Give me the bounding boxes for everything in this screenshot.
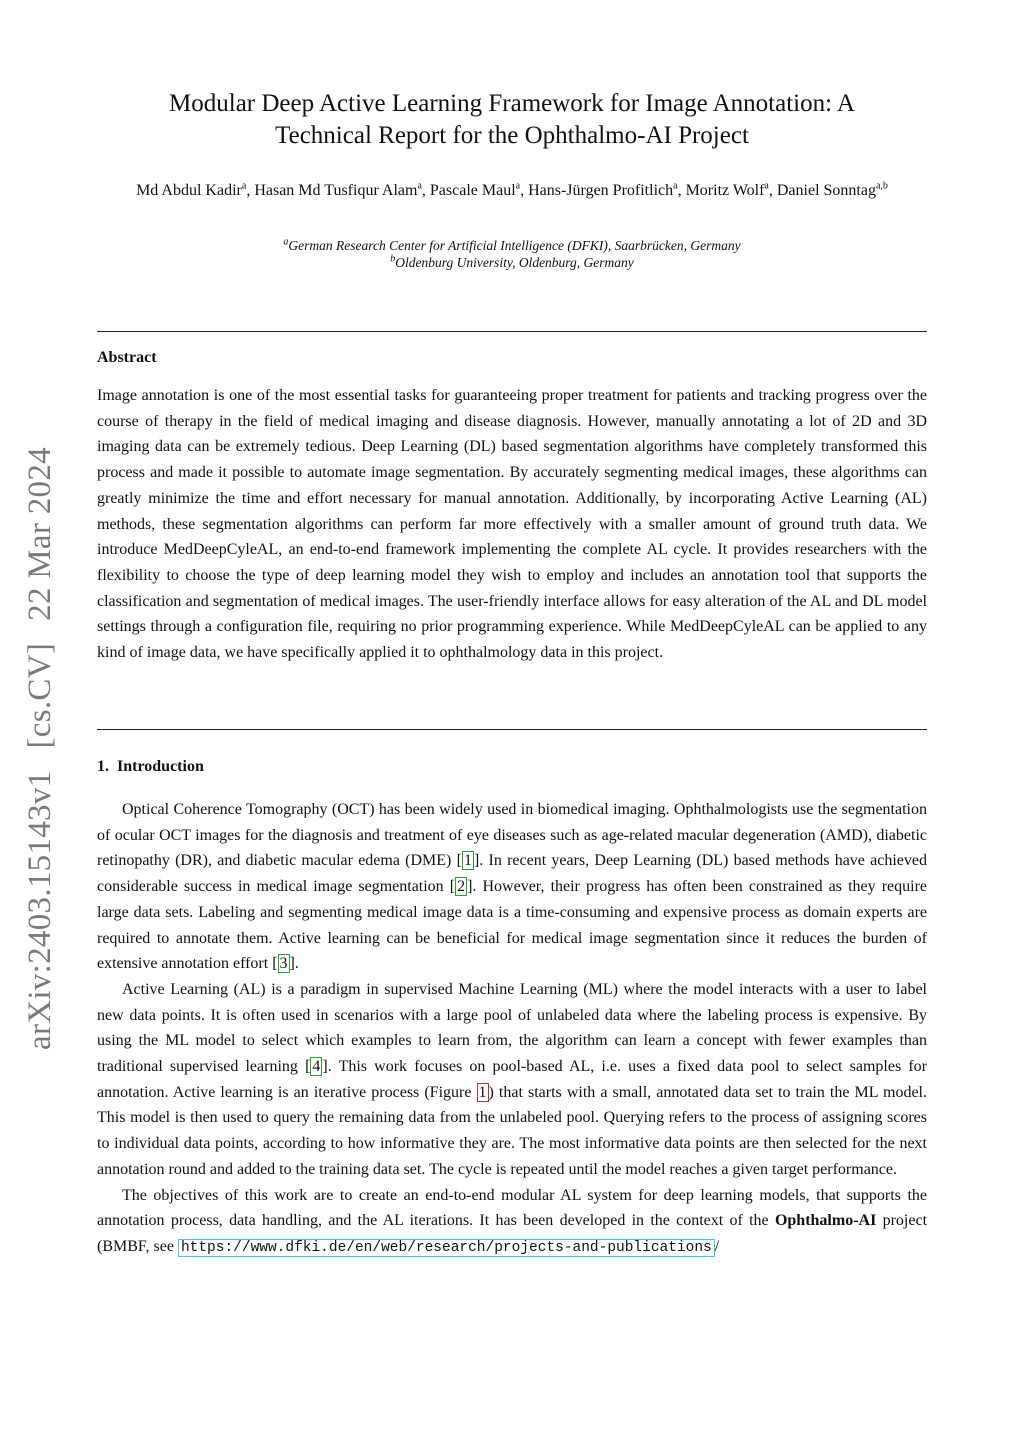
citation-link[interactable]: 4 xyxy=(312,1058,321,1076)
affiliation-b xyxy=(97,254,927,271)
section-number: 1. xyxy=(97,758,109,775)
affil-text: German Research Center for Artificial Intelligence (DFKI), Saarbrücken, Germany xyxy=(288,238,741,253)
citation-link[interactable]: 2 xyxy=(457,878,466,896)
author-affil-mark: a,b xyxy=(875,180,888,192)
affil-mark: a xyxy=(283,236,289,248)
citation-link[interactable]: 1 xyxy=(463,852,472,870)
intro-paragraph-3 xyxy=(97,1183,927,1262)
arxiv-id: arXiv:2403.15143v1 xyxy=(22,770,58,1050)
text-run: . xyxy=(294,955,299,973)
text-run: . However, their progress has often been constrained as they require large data sets. Labeling and segmenting medical image data is a time-consuming and expensive process as domain experts are required to annotate them. Active learning can be beneficial for medical image segmentation since it reduces the burden of extensive annotation effort xyxy=(97,878,928,973)
affiliations xyxy=(97,237,927,271)
affil-text: Oldenburg University, Oldenburg, Germany xyxy=(395,255,634,270)
intro-paragraph-2: Active Learning (AL) is a paradigm in supervised Machine Learning (ML) where the model interacts with a user to label new data points. It is often used in scenarios with a large pool of unlabeled data where the labeling process is expensive. By using the ML model to select which examples to learn from, the algorithm can learn a concept with fewer examples than traditional supervised learning [ 4 ]. This work focuses on pool-based AL, i.e. uses a fixed data pool to select samples for annotation. Active learning is an iterative process (Figure 1 ) that starts with a small, annotated data set to train the ML model. This model is then used to query the remaining data from the unlabeled pool. Querying refers to the process of assigning scores to individual data points, according to how informative they are. The most informative data points are then selected for the next annotation round and added to the training data set. The cycle is repeated until the model reaches a given target performance. xyxy=(97,980,928,1178)
title-line-2: Technical Report for the Ophthalmo-AI Project xyxy=(275,122,749,149)
text-run: . This work focuses on pool-based AL, i.e. uses a fixed data pool to select samples for annotation. Active learning is an iterative process (Figure xyxy=(97,1058,928,1101)
author-affil-mark: a xyxy=(417,180,422,192)
abstract-heading: Abstract xyxy=(97,349,157,366)
author-name: Pascale Maul xyxy=(429,182,516,199)
author-name: Md Abdul Kadir xyxy=(136,182,242,199)
author-affil-mark: a xyxy=(515,180,521,192)
author-list: Md Abdul Kadir$^a$, Hasan Md Tusfiqur Alam$^a$, Pascale Maul$^a$, Hans-Jürgen Profitlich$^a$, Moritz Wolf$^a$, Daniel Sonntag$^{a,b}$ xyxy=(136,180,888,199)
text-run: / xyxy=(714,1237,720,1255)
title-line-1: Modular Deep Active Learning Framework for Image Annotation: A xyxy=(169,90,855,117)
author-affil-mark: a xyxy=(241,180,247,192)
arxiv-sidebar-stamp xyxy=(22,430,59,1050)
abstract-body: Image annotation is one of the most essential tasks for guaranteeing proper treatment for patients and tracking progress over the course of therapy in the field of medical imaging and disease diagnosis. However, manually annotating a lot of 2D and 3D imaging data can be extremely tedious. Deep Learning (DL) based segmentation algorithms have completely transformed this process and made it possible to automate image segmentation. By accurately segmenting medical images, these algorithms can greatly minimize the time and effort necessary for manual annotation. Additionally, by incorporating Active Learning (AL) methods, these segmentation algorithms can perform far more effectively with a smaller amount of ground truth data. We introduce MedDeepCyleAL, an end-to-end framework implementing the complete AL cycle. It provides researchers with the flexibility to choose the type of deep learning model they wish to employ and includes an annotation tool that supports the classification and segmentation of medical images. The user-friendly interface allows for easy alteration of the AL and DL model settings through a configuration file, requiring no prior programming experience. While MedDeepCyleAL can be applied to any kind of image data, we have specifically applied it to ophthalmology data in this project. xyxy=(97,387,927,662)
affiliation-a xyxy=(97,237,927,254)
text-run: Active Learning (AL) is a paradigm in supervised Machine Learning (ML) where the model interacts with a user to label new data points. It is often used in scenarios with a large pool of unlabeled data where the labeling process is expensive. By using the ML model to select which examples to learn from, the algorithm can learn a concept with fewer examples than traditional supervised learning xyxy=(97,980,927,1076)
author-name: Daniel Sonntag xyxy=(776,182,876,199)
author-name: Hasan Md Tusfiqur Alam xyxy=(254,182,418,199)
intro-paragraph-1: Optical Coherence Tomography (OCT) has been widely used in biomedical imaging. Ophthalmologists use the segmentation of ocular OCT images for the diagnosis and treatment of eye diseases such as age-related macular degeneration (AMD), diabetic retinopathy (DR), and diabetic macular edema (DME) [ 1 ]. In recent years, Deep Learning (DL) based methods have achieved considerable success in medical image segmentation [ 2 ]. However, their progress has often been constrained as they require large data sets. Labeling and segmenting medical image data is a time-consuming and expensive process as domain experts are required to annotate them. Active learning can be beneficial for medical image segmentation since it reduces the burden of extensive annotation effort [ 3 ]. xyxy=(97,801,928,973)
section-heading-introduction xyxy=(97,758,204,776)
arxiv-category: [cs.CV] xyxy=(22,642,58,749)
author-name: Hans-Jürgen Profitlich xyxy=(528,182,674,199)
text-run: ) that starts with a small, annotated data set to train the ML model. This model is then used to query the remaining data from the unlabeled pool. Querying refers to the process of assigning scores to individual data points, according to how informative they are. The most informative data points are then selected for the next annotation round and added to the training data set. The cycle is repeated until the model reaches a given target performance. xyxy=(97,1083,928,1178)
text-run: Optical Coherence Tomography (OCT) has been widely used in biomedical imaging. Ophthalmologists use the segmentation of ocular OCT images for the diagnosis and treatment of eye diseases such as age-related macular degeneration (AMD), diabetic retinopathy (DR), and diabetic macular edema (DME) xyxy=(97,801,927,870)
section-title: Introduction xyxy=(117,758,204,775)
text-run: . In recent years, Deep Learning (DL) based methods have achieved considerable success in medical image segmentation xyxy=(97,852,927,896)
paper-title xyxy=(97,88,927,152)
figure-reference-link[interactable]: 1 xyxy=(478,1083,487,1101)
text-run: project (BMBF, see xyxy=(97,1212,928,1255)
introduction-body xyxy=(97,797,927,1262)
text-run: The objectives of this work are to create an end-to-end modular AL system for deep learning models, that supports the annotation process, data handling, and the AL iterations. It has been developed in the context of the xyxy=(97,1186,927,1230)
citation-link[interactable]: 3 xyxy=(279,955,288,973)
arxiv-date: 22 Mar 2024 xyxy=(22,447,58,621)
author-name: Moritz Wolf xyxy=(685,182,765,199)
project-url-link[interactable]: https://www.dfki.de/en/web/research/projects-and-publications xyxy=(178,1239,715,1257)
project-name: Ophthalmo-AI xyxy=(774,1212,877,1230)
author-affil-mark: a xyxy=(764,180,769,192)
abstract-top-rule xyxy=(97,331,927,332)
abstract-bottom-rule xyxy=(97,729,927,730)
affil-mark: b xyxy=(390,253,396,265)
author-affil-mark: a xyxy=(673,180,678,192)
